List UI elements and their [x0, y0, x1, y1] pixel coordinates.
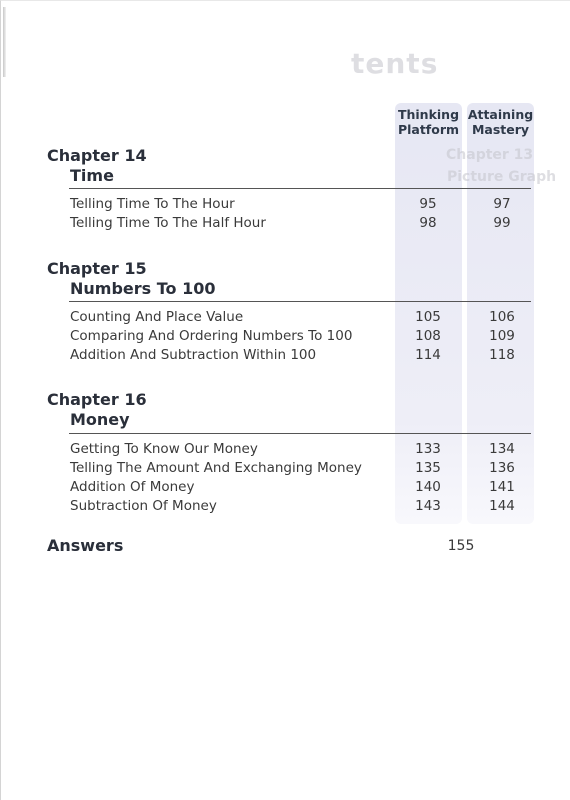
attaining-page-number: 118 [489, 347, 515, 363]
thinking-page-number: 135 [415, 460, 441, 476]
chapter-divider [69, 188, 531, 189]
bleed-through-text: Picture Graph [447, 169, 557, 185]
scan-edge-shadow [3, 7, 6, 77]
thinking-page-number: 140 [415, 479, 441, 495]
header-line: Mastery [471, 122, 530, 137]
header-line: Thinking [397, 107, 460, 122]
attaining-page-number: 106 [489, 309, 515, 325]
attaining-mastery-header [467, 107, 534, 137]
thinking-page-number: 114 [415, 347, 441, 363]
attaining-page-number: 97 [493, 196, 511, 212]
chapter-divider [69, 433, 531, 434]
answers-label: Answers [47, 536, 124, 555]
thinking-page-number: 143 [415, 498, 441, 514]
attaining-page-number: 136 [489, 460, 515, 476]
chapter-title: Money [70, 410, 130, 429]
thinking-page-number: 98 [419, 215, 437, 231]
toc-item: Getting To Know Our Money [70, 441, 258, 457]
chapter-label: Chapter 14 [47, 146, 147, 165]
toc-item: Telling Time To The Hour [70, 196, 235, 212]
chapter-divider [69, 301, 531, 302]
attaining-page-number: 134 [489, 441, 515, 457]
toc-item: Subtraction Of Money [70, 498, 217, 514]
toc-item: Counting And Place Value [70, 309, 244, 325]
thinking-page-number: 133 [415, 441, 441, 457]
thinking-platform-header [395, 107, 462, 137]
toc-item: Telling The Amount And Exchanging Money [70, 460, 362, 476]
bleed-through-text: Chapter 13 [446, 147, 534, 163]
toc-item: Telling Time To The Half Hour [70, 215, 266, 231]
attaining-page-number: 109 [489, 328, 515, 344]
attaining-page-number: 141 [489, 479, 515, 495]
toc-item: Comparing And Ordering Numbers To 100 [70, 328, 353, 344]
attaining-page-number: 99 [493, 215, 511, 231]
header-line: Attaining [467, 107, 534, 122]
chapter-label: Chapter 16 [47, 390, 147, 409]
thinking-page-number: 105 [415, 309, 441, 325]
thinking-page-number: 95 [419, 196, 437, 212]
toc-item: Addition And Subtraction Within 100 [70, 347, 317, 363]
bleed-through-title: tents [351, 47, 439, 80]
chapter-title: Numbers To 100 [70, 279, 216, 298]
thinking-page-number: 108 [415, 328, 441, 344]
attaining-page-number: 144 [489, 498, 515, 514]
chapter-label: Chapter 15 [47, 259, 147, 278]
chapter-title: Time [70, 166, 114, 185]
answers-page-number: 155 [447, 538, 475, 554]
header-line: Platform [397, 122, 460, 137]
toc-item: Addition Of Money [70, 479, 195, 495]
